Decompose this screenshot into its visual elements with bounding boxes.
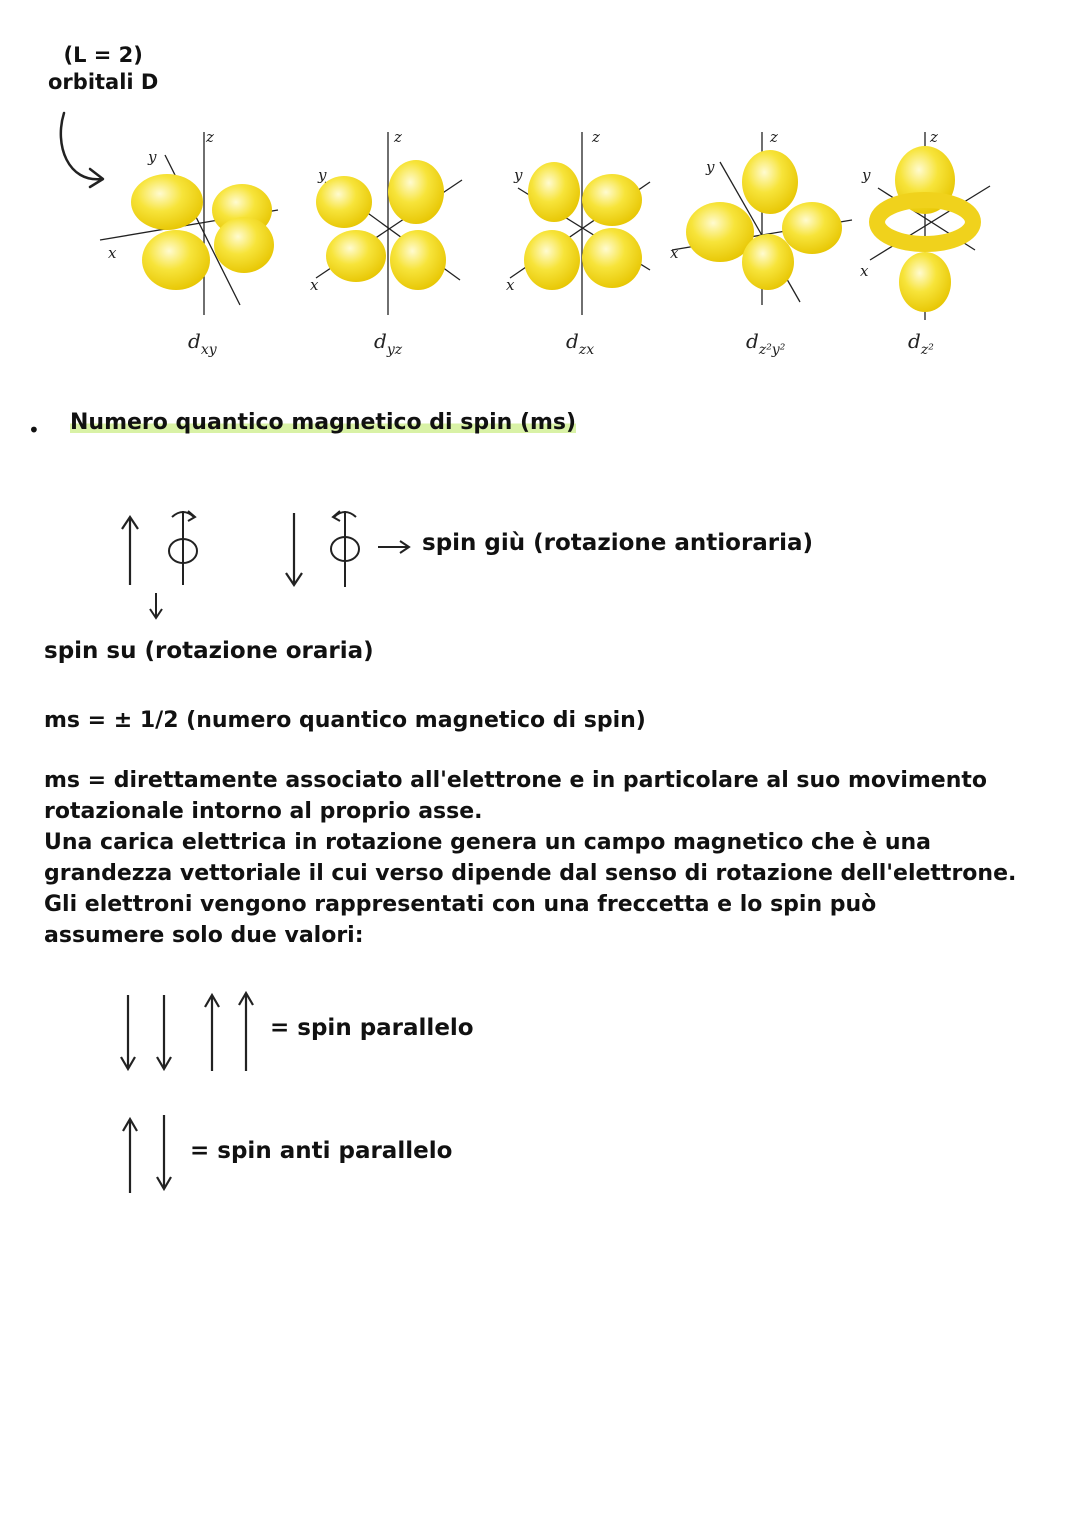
- orbital-label-dz2y2: $d_{z^2y^2}$: [746, 329, 786, 358]
- orbital-label-dxy: $d_{xy}$: [188, 329, 217, 358]
- axis-z-label: z: [394, 128, 402, 146]
- spin-diagrams: [110, 505, 420, 625]
- spin-up-label: spin su (rotazione oraria): [44, 638, 374, 664]
- spin-down-diagram: [286, 511, 409, 587]
- orbital-dz2y2: [670, 128, 852, 358]
- axis-z-label: z: [930, 128, 938, 146]
- spin-antiparallel-label: = spin anti parallelo: [190, 1138, 453, 1164]
- spin-down-label: spin giù (rotazione antioraria): [422, 530, 814, 556]
- orbital-dz2: [860, 128, 990, 358]
- axis-y-label: y: [148, 148, 157, 166]
- section-heading-text: Numero quantico magnetico di spin (ms): [70, 410, 577, 435]
- axis-y-label: y: [318, 166, 327, 184]
- orbital-dyz: [310, 128, 462, 358]
- explanation-paragraph: [44, 765, 1044, 951]
- bullet: •: [28, 418, 40, 442]
- orbital-label-dz2: $d_{z^2}$: [908, 329, 934, 358]
- spin-pairs: [110, 985, 280, 1205]
- orbital-label-dzx: $d_{zx}$: [566, 329, 595, 358]
- paragraph-line: assumere solo due valori:: [44, 923, 364, 948]
- axis-x-label: x: [310, 276, 319, 294]
- paragraph-line: Una carica elettrica in rotazione genera un campo magnetico che è una: [44, 830, 932, 855]
- orbital-label-dyz: $d_{yz}$: [374, 329, 403, 358]
- spin-up-diagram: [122, 511, 197, 618]
- axis-y-label: y: [706, 158, 715, 176]
- axis-z-label: z: [206, 128, 214, 146]
- title-line-2: orbitali D: [48, 70, 159, 94]
- title-line-1: (L = 2): [63, 43, 143, 67]
- axis-z-label: z: [770, 128, 778, 146]
- paragraph-line: ms = direttamente associato all'elettrone e in particolare al suo movimento: [44, 768, 988, 793]
- axis-z-label: z: [592, 128, 600, 146]
- parallel-arrows: [121, 993, 253, 1071]
- orbital-dzx: [506, 128, 650, 358]
- ms-value: ms = ± 1/2 (numero quantico magnetico di spin): [44, 708, 646, 733]
- axis-x-label: x: [860, 262, 869, 280]
- antiparallel-arrows: [123, 1115, 171, 1193]
- axis-x-label: x: [108, 244, 117, 262]
- axis-x-label: x: [506, 276, 515, 294]
- paragraph-line: rotazionale intorno al proprio asse.: [44, 799, 483, 824]
- axis-y-label: y: [862, 166, 871, 184]
- axis-y-label: y: [514, 166, 523, 184]
- spin-parallel-label: = spin parallelo: [270, 1015, 474, 1041]
- section-heading: [70, 410, 576, 435]
- orbital-dxy: [100, 128, 278, 358]
- axis-x-label: x: [670, 244, 679, 262]
- paragraph-line: Gli elettroni vengono rappresentati con una freccetta e lo spin può: [44, 892, 877, 917]
- d-orbitals-diagram: [0, 110, 1080, 370]
- orbitals-title: [48, 42, 158, 96]
- paragraph-line: grandezza vettoriale il cui verso dipende dal senso di rotazione dell'elettrone.: [44, 861, 1017, 886]
